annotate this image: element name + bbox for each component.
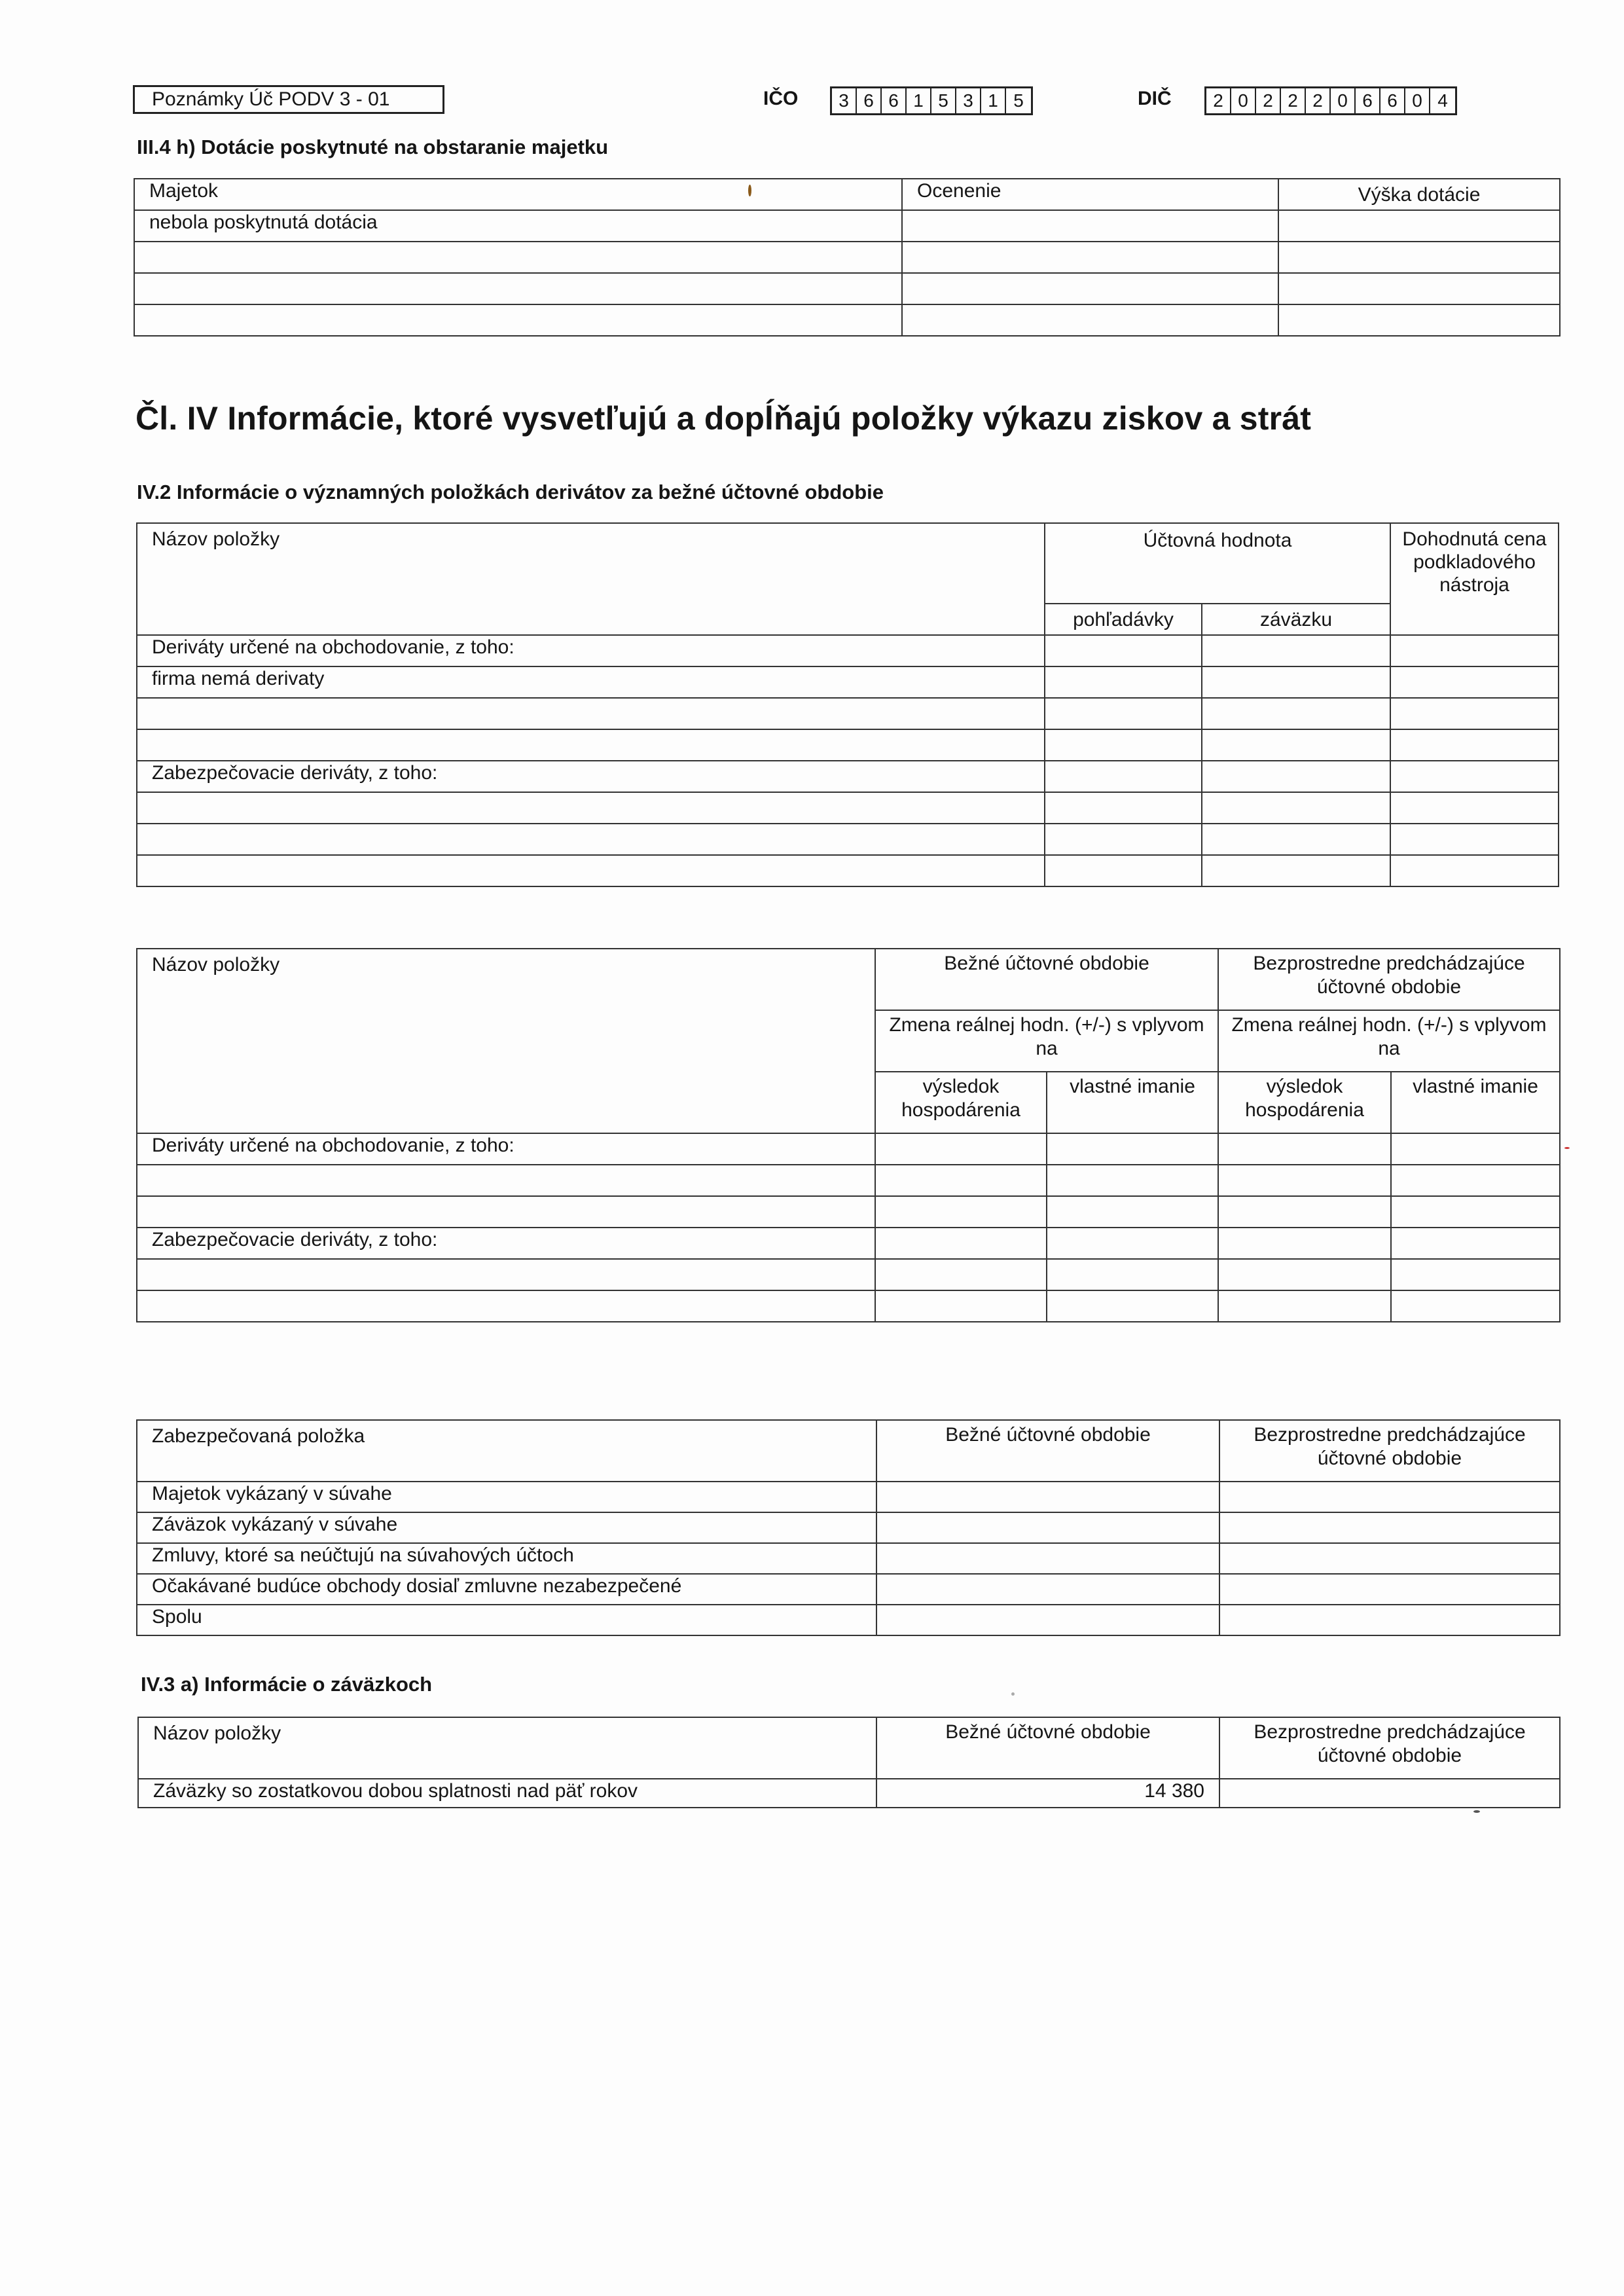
table-cell <box>1390 824 1559 855</box>
form-code-box <box>133 85 444 114</box>
table-row <box>137 1543 1560 1574</box>
hedged-item-label: Záväzok vykázaný v súvahe <box>137 1512 876 1543</box>
ico-digit: 3 <box>956 88 981 113</box>
table-cell <box>1390 635 1559 666</box>
table-cell <box>876 1605 1219 1635</box>
long-term-liabilities-label: Záväzky so zostatkovou dobou splatnosti nad päť rokov <box>138 1779 876 1808</box>
table-cell <box>902 304 1278 336</box>
table-cell <box>1391 1290 1560 1322</box>
col-name-header: Názov položky <box>137 949 875 1133</box>
table-cell <box>902 273 1278 304</box>
table-cell <box>1391 1228 1560 1259</box>
form-code: Poznámky Úč PODV 3 - 01 <box>152 88 390 110</box>
dic-digit: 0 <box>1405 88 1430 113</box>
table-cell <box>1047 1228 1218 1259</box>
ico-digit: 5 <box>1013 90 1024 111</box>
row-trading-label: Deriváty určené na obchodovanie, z toho: <box>137 1133 875 1165</box>
col-previous-period-header: Bezprostredne predchádzajúce účtovné obdobie <box>1219 1420 1560 1482</box>
scan-speck <box>1473 1810 1480 1813</box>
table-cell <box>875 1228 1047 1259</box>
table-row <box>137 1605 1560 1635</box>
table-cell <box>1047 1165 1218 1196</box>
table-cell <box>1218 1259 1391 1290</box>
col-current-period-header: Bežné účtovné obdobie <box>876 1717 1219 1779</box>
table-cell <box>1202 729 1390 761</box>
table-cell <box>134 242 902 273</box>
col-previous-period-header: Bezprostredne predchádzajúce účtovné obdobie <box>1218 949 1560 1010</box>
chapter-iv-title: Čl. IV Informácie, ktoré vysvetľujú a dopĺňajú položky výkazu ziskov a strát <box>135 400 1312 437</box>
scan-speck <box>1011 1692 1015 1696</box>
ico-digit: 6 <box>857 88 882 113</box>
table-cell <box>1219 1512 1560 1543</box>
table-cell <box>137 698 1045 729</box>
table-cell <box>137 824 1045 855</box>
table-cell <box>1218 1228 1391 1259</box>
table-cell <box>1202 635 1390 666</box>
ico-label: IČO <box>763 88 799 109</box>
dic-digit: 4 <box>1437 90 1448 111</box>
table-cell <box>1045 698 1202 729</box>
col-liabilities-header: záväzku <box>1202 604 1390 635</box>
table-cell <box>1202 792 1390 824</box>
col-receivables-header: pohľadávky <box>1045 604 1202 635</box>
table-cell <box>1219 1543 1560 1574</box>
dic-digit: 6 <box>1356 88 1380 113</box>
derivatives-book-value-table <box>136 522 1559 887</box>
hedged-item-label: Zmluvy, ktoré sa neúčtujú na súvahových účtoch <box>137 1543 876 1574</box>
long-term-liabilities-previous-value <box>1219 1779 1560 1808</box>
asset-no-subsidy-cell: nebola poskytnutá dotácia <box>134 210 902 242</box>
long-term-liabilities-current-value: 14 380 <box>876 1779 1219 1808</box>
row-hedging-label: Zabezpečovacie deriváty, z toho: <box>137 761 1045 792</box>
dic-digit: 6 <box>1380 88 1405 113</box>
table-cell <box>1219 1605 1560 1635</box>
table-cell <box>1045 855 1202 886</box>
dic-digit: 2 <box>1206 88 1231 113</box>
table-cell <box>1045 635 1202 666</box>
table-cell <box>1219 1482 1560 1512</box>
hedged-items-table <box>136 1419 1561 1636</box>
table-cell <box>1047 1290 1218 1322</box>
table-cell <box>1390 855 1559 886</box>
table-cell <box>1045 729 1202 761</box>
dic-digit-boxes <box>1204 86 1457 115</box>
table-cell <box>1218 1196 1391 1228</box>
table-cell <box>1218 1290 1391 1322</box>
ico-digit-boxes <box>830 86 1033 115</box>
ico-digit: 1 <box>907 88 931 113</box>
table-cell <box>875 1290 1047 1322</box>
hedged-item-label: Očakávané budúce obchody dosiaľ zmluvne nezabezpečené <box>137 1574 876 1605</box>
ico-digit: 3 <box>832 88 857 113</box>
col-equity-current: vlastné imanie <box>1047 1072 1218 1133</box>
table-cell <box>875 1165 1047 1196</box>
ico-digit: 1 <box>981 88 1006 113</box>
table-cell <box>1202 698 1390 729</box>
table-cell <box>876 1574 1219 1605</box>
table-cell <box>1390 666 1559 698</box>
table-cell <box>1391 1196 1560 1228</box>
col-current-period-header: Bežné účtovné obdobie <box>876 1420 1219 1482</box>
col-valuation-header: Ocenenie <box>902 179 1278 210</box>
col-name-header: Názov položky <box>138 1717 876 1779</box>
dic-digit: 0 <box>1231 88 1256 113</box>
dic-digit: 2 <box>1256 88 1281 113</box>
row-hedging-label: Zabezpečovacie deriváty, z toho: <box>137 1228 875 1259</box>
col-current-period-header: Bežné účtovné obdobie <box>875 949 1218 1010</box>
table-cell <box>1390 792 1559 824</box>
table-cell <box>875 1133 1047 1165</box>
col-name-header: Názov položky <box>137 523 1045 635</box>
table-cell <box>137 1165 875 1196</box>
table-cell <box>876 1543 1219 1574</box>
table-cell <box>137 1196 875 1228</box>
table-cell <box>1390 698 1559 729</box>
table-cell <box>137 729 1045 761</box>
table-cell <box>137 1259 875 1290</box>
col-result-current: výsledok hospodárenia <box>875 1072 1047 1133</box>
table-cell <box>134 273 902 304</box>
scan-speck <box>1564 1147 1570 1149</box>
ico-digit: 6 <box>882 88 907 113</box>
table-cell <box>1045 761 1202 792</box>
table-cell <box>902 242 1278 273</box>
table-cell <box>137 792 1045 824</box>
table-cell <box>1202 824 1390 855</box>
row-trading-label: Deriváty určené na obchodovanie, z toho: <box>137 635 1045 666</box>
table-cell <box>1202 666 1390 698</box>
col-result-previous: výsledok hospodárenia <box>1218 1072 1391 1133</box>
col-fair-value-change-previous: Zmena reálnej hodn. (+/-) s vplyvom na <box>1218 1010 1560 1072</box>
table-cell <box>1047 1259 1218 1290</box>
col-equity-previous: vlastné imanie <box>1391 1072 1560 1133</box>
table-cell <box>1278 242 1560 273</box>
dic-digit: 2 <box>1281 88 1306 113</box>
col-fair-value-change-current: Zmena reálnej hodn. (+/-) s vplyvom na <box>875 1010 1218 1072</box>
valuation-cell <box>902 210 1278 242</box>
table-cell <box>1045 824 1202 855</box>
row-no-derivatives-label: firma nemá derivaty <box>137 666 1045 698</box>
liabilities-table <box>137 1717 1561 1808</box>
table-cell <box>1045 666 1202 698</box>
table-cell <box>1045 792 1202 824</box>
subsidy-table <box>134 178 1561 337</box>
ico-digit: 5 <box>931 88 956 113</box>
table-cell <box>1218 1133 1391 1165</box>
section-iii4h-title: III.4 h) Dotácie poskytnuté na obstaranie majetku <box>137 136 609 158</box>
hedged-item-label: Majetok vykázaný v súvahe <box>137 1482 876 1512</box>
table-cell <box>1202 761 1390 792</box>
table-cell <box>134 304 902 336</box>
dic-digit: 2 <box>1306 88 1331 113</box>
table-row <box>137 1512 1560 1543</box>
table-row <box>137 1574 1560 1605</box>
table-cell <box>1202 855 1390 886</box>
col-book-value-header: Účtovná hodnota <box>1045 523 1390 604</box>
col-asset-header: Majetok <box>134 179 902 210</box>
table-cell <box>876 1512 1219 1543</box>
col-previous-period-header: Bezprostredne predchádzajúce účtovné obdobie <box>1219 1717 1560 1779</box>
table-cell <box>1391 1133 1560 1165</box>
table-cell <box>1218 1165 1391 1196</box>
col-item-header: Zabezpečovaná položka <box>137 1420 876 1482</box>
table-cell <box>1390 761 1559 792</box>
scan-speck <box>748 185 751 196</box>
table-cell <box>137 1290 875 1322</box>
table-cell <box>875 1196 1047 1228</box>
table-cell <box>1047 1196 1218 1228</box>
section-iv3a-title: IV.3 a) Informácie o záväzkoch <box>141 1673 433 1696</box>
hedged-item-label: Spolu <box>137 1605 876 1635</box>
table-cell <box>1219 1574 1560 1605</box>
table-cell <box>875 1259 1047 1290</box>
table-cell <box>876 1482 1219 1512</box>
table-row <box>137 1482 1560 1512</box>
table-cell <box>137 855 1045 886</box>
table-cell <box>1047 1133 1218 1165</box>
dic-digit: 0 <box>1331 88 1356 113</box>
table-cell <box>1391 1165 1560 1196</box>
derivatives-fair-value-table <box>136 948 1561 1322</box>
table-cell <box>1278 304 1560 336</box>
table-cell <box>1278 273 1560 304</box>
subsidy-cell <box>1278 210 1560 242</box>
section-iv2-title: IV.2 Informácie o významných položkách derivátov za bežné účtovné obdobie <box>137 481 884 503</box>
table-cell <box>1390 729 1559 761</box>
table-cell <box>1391 1259 1560 1290</box>
dic-label: DIČ <box>1138 88 1172 109</box>
col-subsidy-header: Výška dotácie <box>1278 179 1560 210</box>
col-agreed-price-header: Dohodnutá cena podkladového nástroja <box>1390 523 1559 635</box>
